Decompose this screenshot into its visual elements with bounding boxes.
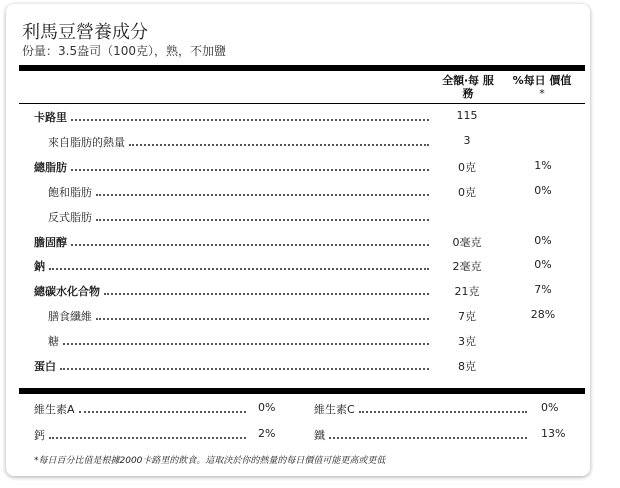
nutrient-amount: 3克 <box>458 335 476 348</box>
dot-leader <box>71 169 429 171</box>
nutrient-row <box>19 209 585 225</box>
vitamin-row <box>34 401 298 417</box>
dot-leader <box>79 411 246 413</box>
asterisk-marker: * <box>539 87 545 100</box>
dot-leader <box>96 318 429 320</box>
dot-leader <box>359 411 527 413</box>
nutrient-row <box>19 184 585 200</box>
dot-leader <box>129 144 429 146</box>
nutrient-row <box>19 358 585 374</box>
vitamin-daily-value: 13% <box>541 427 566 440</box>
nutrient-label: 反式脂肪 <box>48 211 92 224</box>
nutrient-label: 膽固醇 <box>34 236 67 249</box>
vitamin-label: 維生素C <box>314 403 355 416</box>
vitamin-label: 維生素A <box>34 403 75 416</box>
dot-leader <box>71 119 429 121</box>
nutrient-daily-value: 7% <box>534 283 552 296</box>
dot-leader <box>96 219 429 221</box>
nutrient-amount: 115 <box>456 109 478 122</box>
dot-leader <box>329 437 527 439</box>
nutrient-label: 來自脂肪的熱量 <box>48 136 125 149</box>
vitamin-row <box>314 401 581 417</box>
nutrient-row <box>19 283 585 299</box>
dot-leader <box>49 437 246 439</box>
nutrient-row <box>19 134 585 150</box>
dot-leader <box>96 194 429 196</box>
page-title: 利馬豆營養成分 <box>22 22 148 43</box>
nutrient-row <box>19 258 585 274</box>
vitamin-row <box>314 427 581 443</box>
nutrient-row <box>19 109 585 125</box>
top-divider <box>19 65 585 71</box>
dot-leader <box>71 244 429 246</box>
amount-header-label: 全額‧每 服務 <box>442 74 494 100</box>
amount-column-header <box>438 74 498 100</box>
nutrient-label: 膳食纖維 <box>48 310 92 323</box>
nutrient-label: 總碳水化合物 <box>34 285 100 298</box>
nutrient-daily-value: 0% <box>534 184 552 197</box>
nutrient-amount: 3 <box>463 134 471 147</box>
vitamin-daily-value: 0% <box>258 401 276 414</box>
nutrient-amount: 21克 <box>454 285 480 298</box>
nutrient-label: 卡路里 <box>34 111 67 124</box>
nutrient-daily-value: 28% <box>530 308 556 321</box>
daily-value-header-label: %每日 價值 <box>512 74 572 87</box>
dot-leader <box>63 343 429 345</box>
nutrient-amount: 2毫克 <box>452 260 482 273</box>
nutrient-row <box>19 333 585 349</box>
vitamin-divider <box>19 388 585 394</box>
dot-leader <box>104 293 429 295</box>
vitamin-daily-value: 2% <box>258 427 276 440</box>
header-divider <box>19 103 585 104</box>
nutrient-label: 總脂肪 <box>34 161 67 174</box>
nutrient-label: 鈉 <box>34 260 45 273</box>
nutrient-daily-value: 0% <box>534 234 552 247</box>
nutrient-row <box>19 308 585 324</box>
dot-leader <box>49 268 429 270</box>
nutrient-label: 糖 <box>48 335 59 348</box>
daily-value-column-header <box>510 74 574 100</box>
vitamin-daily-value: 0% <box>541 401 559 414</box>
nutrient-daily-value: 1% <box>534 159 552 172</box>
nutrient-label: 飽和脂肪 <box>48 186 92 199</box>
vitamin-label: 鐵 <box>314 429 325 442</box>
nutrient-daily-value: 0% <box>534 258 552 271</box>
nutrient-amount: 7克 <box>458 310 476 323</box>
nutrient-amount: 0克 <box>458 186 476 199</box>
serving-size: 份量：3.5盎司（100克），熟，不加鹽 <box>22 44 226 58</box>
vitamin-label: 鈣 <box>34 429 45 442</box>
nutrient-row <box>19 234 585 250</box>
dot-leader <box>60 368 429 370</box>
footnote: *每日百分比值是根據2000卡路里的飲食。這取決於你的熱量的每日價值可能更高或更低 <box>34 456 386 466</box>
nutrient-amount: 0克 <box>458 161 476 174</box>
vitamin-row <box>34 427 298 443</box>
nutrient-label: 蛋白 <box>34 360 56 373</box>
nutrient-amount: 0毫克 <box>452 236 482 249</box>
nutrient-row <box>19 159 585 175</box>
nutrient-amount: 8克 <box>458 360 476 373</box>
